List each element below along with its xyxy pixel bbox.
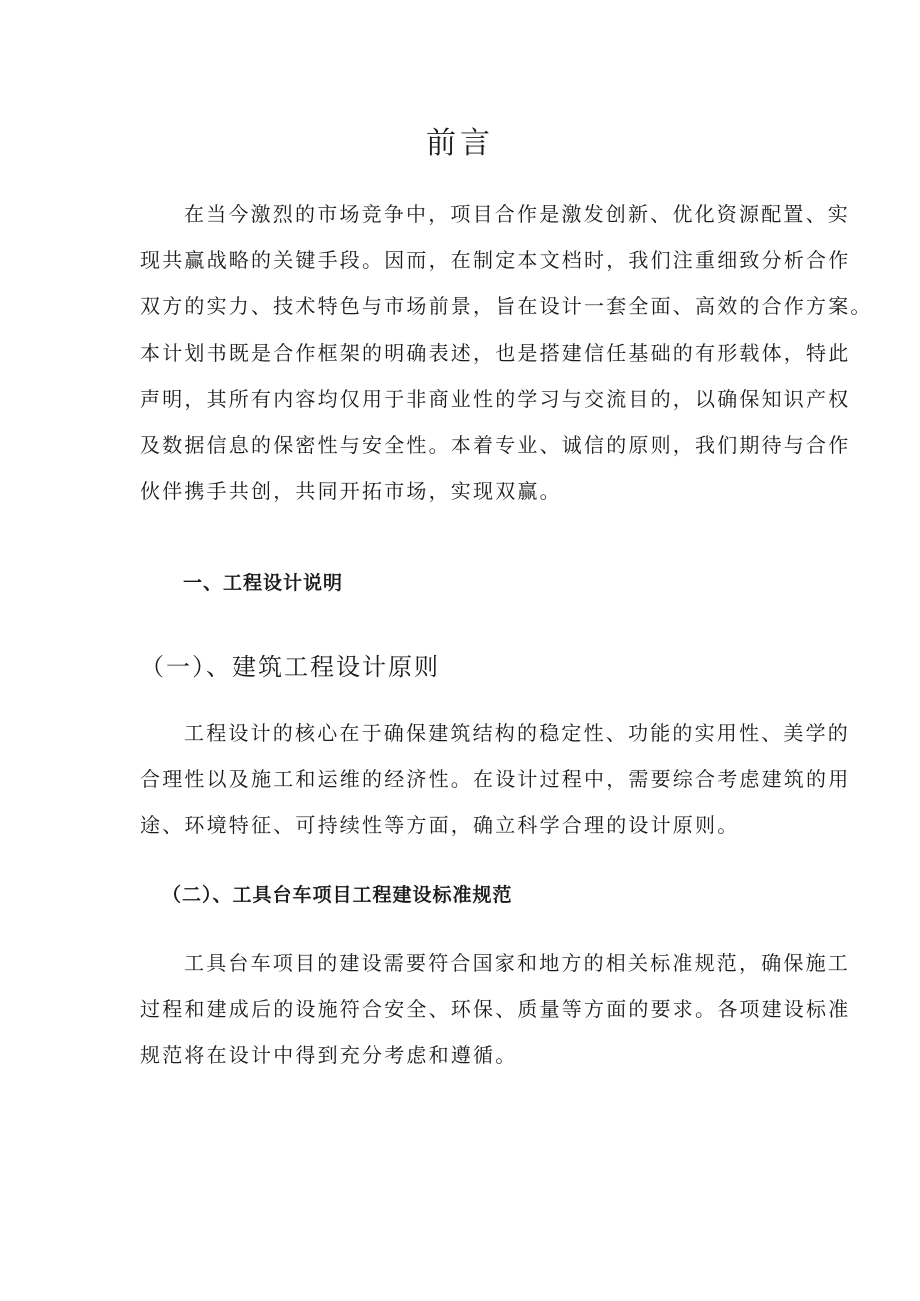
design-principles-paragraph bbox=[140, 710, 851, 849]
preface-paragraph bbox=[140, 191, 873, 514]
paragraph-line: 现共赢战略的关键手段。因而，在制定本文档时，我们注重细致分析合作 bbox=[140, 248, 851, 273]
paragraph-line: 本计划书既是合作框架的明确表述，也是搭建信任基础的有形载体，特此 bbox=[140, 340, 851, 365]
paragraph-line: 工具台车项目的建设需要符合国家和地方的相关标准规范，确保施工 bbox=[184, 951, 850, 975]
paragraph-line: 在当今激烈的市场竞争中，项目合作是激发创新、优化资源配置、实 bbox=[184, 202, 850, 226]
paragraph-line: 合理性以及施工和运维的经济性。在设计过程中，需要综合考虑建筑的用 bbox=[140, 767, 851, 792]
paragraph-line: 声明，其所有内容均仅用于非商业性的学习与交流目的，以确保知识产权 bbox=[140, 386, 851, 411]
paragraph-line: 伙伴携手共创，共同开拓市场，实现双赢。 bbox=[140, 479, 562, 504]
standards-paragraph bbox=[140, 940, 851, 1079]
paragraph-line: 过程和建成后的设施符合安全、环保、质量等方面的要求。各项建设标准 bbox=[140, 997, 851, 1022]
paragraph-line: 规范将在设计中得到充分考虑和遵循。 bbox=[140, 1043, 518, 1068]
subsection-heading: （一）、建筑工程设计原则 bbox=[140, 653, 440, 681]
paragraph-line: 途、环境特征、可持续性等方面，确立科学合理的设计原则。 bbox=[140, 813, 740, 838]
paragraph-line: 及数据信息的保密性与安全性。本着专业、诚信的原则，我们期待与合作 bbox=[140, 433, 851, 458]
page-title: 前言 bbox=[426, 126, 494, 161]
section-heading: 一、工程设计说明 bbox=[183, 572, 344, 594]
subsection-heading: （二）、工具台车项目工程建设标准规范 bbox=[162, 884, 513, 906]
paragraph-line: 双方的实力、技术特色与市场前景，旨在设计一套全面、高效的合作方案。 bbox=[140, 294, 873, 319]
paragraph-line: 工程设计的核心在于确保建筑结构的稳定性、功能的实用性、美学的 bbox=[184, 721, 850, 745]
